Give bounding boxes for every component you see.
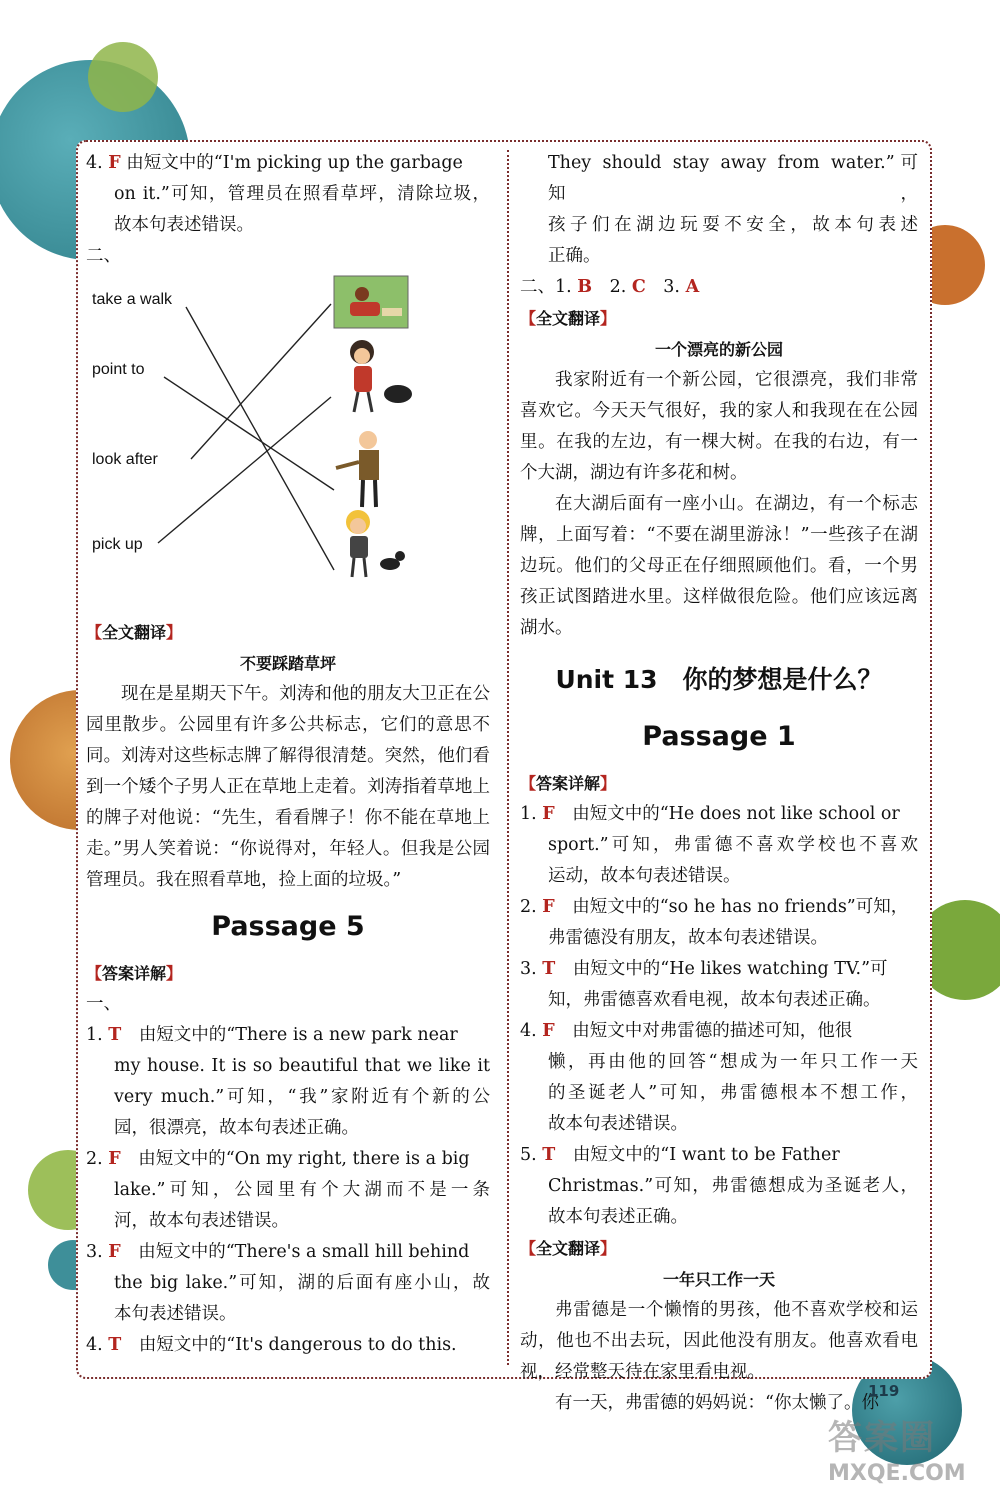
picture-look-after (346, 510, 405, 577)
item-number: 4. (86, 153, 103, 173)
explanation-line: 故本句表述错误。 (114, 215, 254, 235)
answer-item: 1. T 由短文中的“There is a new park near my house. It is so beautiful that we like it very much.”可知，“我”家附近有个新的公 园，很漂亮，故本句表述正确。 (86, 1025, 490, 1138)
answer-item: 4. T 由短文中的“It's dangerous to do this. (86, 1335, 457, 1355)
passage-heading: Passage 5 (211, 911, 365, 942)
decor-circle-green-top (88, 42, 158, 112)
matching-exercise (86, 272, 490, 617)
answer-item: 2. F 由短文中的“On my right, there is a big lake.”可知，公园里有个大湖而不是一条 河，故本句表述错误。 (86, 1149, 490, 1231)
match-label: take a walk (92, 291, 173, 308)
right-column (520, 148, 918, 1419)
translation-title: 一个漂亮的新公园 (654, 340, 783, 359)
left-column (86, 148, 490, 1361)
matching-lines (86, 272, 490, 617)
answer-mark: F (108, 153, 121, 173)
translation-paragraph: 有一天，弗雷德的妈妈说：“你太懒了。你 (555, 1393, 879, 1413)
passage-heading: Passage 1 (642, 721, 796, 752)
picture-take-a-walk (334, 276, 408, 328)
explanation-line: 正确。 (548, 246, 601, 266)
answer-item: 3. F 由短文中的“There's a small hill behind the big lake.”可知，湖的后面有座小山，故 本句表述错误。 (86, 1242, 490, 1324)
watermark: 答案圈 MXQE.COM (828, 1418, 966, 1486)
section-label: 一、 (86, 994, 121, 1014)
answer-item: 2. F 由短文中的“so he has no friends”可知， 弗雷德没有朋友，故本句表述错误。 (520, 897, 909, 948)
picture-pick-up (350, 340, 412, 412)
column-divider (507, 150, 509, 1365)
section-tag-translation: 【全文翻译】 (520, 309, 617, 328)
answer-line: 二、1. B 2. C 3. A (520, 277, 700, 297)
answer-item: 5. T 由短文中的“I want to be Father Christmas.”可知，弗雷德想成为圣诞老人， 故本句表述正确。 (520, 1145, 918, 1227)
explanation-line: on it.”可知，管理员在照看草坪，清除垃圾， (114, 184, 490, 204)
section-tag-translation: 【全文翻译】 (520, 1239, 617, 1258)
match-label: pick up (92, 536, 143, 553)
translation-paragraph: 弗雷德是一个懒惰的男孩，他不喜欢学校和运动，他也不出去玩，因此他没有朋友。他喜欢看电视，经常整天待在家里看电视。 (520, 1300, 919, 1382)
answer-item: 4. F 由短文中对弗雷德的描述可知，他很 懒，再由他的回答“想成为一年只工作一天 的圣诞老人”可知，弗雷德根本不想工作， 故本句表述错误。 (520, 1021, 918, 1134)
section-tag-answers: 【答案详解】 (520, 774, 617, 793)
explanation-line: They should stay away from water.”可知， (548, 153, 918, 204)
section-label: 二、 (86, 246, 121, 266)
translation-paragraph: 现在是星期天下午。刘涛和他的朋友大卫正在公园里散步。公园里有许多公共标志，它们的意思不同。刘涛对这些标志牌了解得很清楚。突然，他们看到一个矮个子男人正在草地上走着。刘涛指着草地上的牌子对他说：“先生，看看牌子！你不能在草地上走。”男人笑着说：“你说得对，年轻人。但我是公园管理员。我在照看草地，捡上面的垃圾。” (86, 684, 491, 890)
section-tag-answers: 【答案详解】 (86, 964, 183, 983)
match-label: point to (92, 361, 145, 378)
explanation-text: 由短文中的“I'm picking up the garbage (126, 153, 463, 173)
unit-title: Unit 13 你的梦想是什么？ (555, 665, 883, 694)
section-tag-translation: 【全文翻译】 (86, 623, 183, 642)
translation-title: 不要踩踏草坪 (239, 654, 336, 673)
answer-item: 3. T 由短文中的“He likes watching TV.”可 知，弗雷德喜欢看电视，故本句表述正确。 (520, 959, 888, 1010)
answer-item (86, 148, 490, 179)
match-label: look after (92, 451, 158, 468)
translation-paragraph: 在大湖后面有一座小山。在湖边，有一个标志牌，上面写着：“不要在湖里游泳！”一些孩子在湖边玩。他们的父母正在仔细照顾他们。看，一个男孩正试图踏进水里。这样做很危险。他们应该远离湖水。 (520, 494, 919, 638)
translation-title: 一年只工作一天 (662, 1270, 775, 1289)
picture-point-to (336, 431, 379, 507)
page-number: 119 (868, 1382, 900, 1400)
translation-paragraph: 我家附近有一个新公园，它很漂亮，我们非常喜欢它。今天天气很好，我的家人和我现在在公园里。在我的左边，有一棵大树。在我的右边，有一个大湖，湖边有许多花和树。 (520, 370, 919, 483)
explanation-line: 孩子们在湖边玩耍不安全，故本句表述 (548, 215, 918, 235)
answer-item: 1. F 由短文中的“He does not like school or sport.”可知，弗雷德不喜欢学校也不喜欢 运动，故本句表述错误。 (520, 804, 918, 886)
